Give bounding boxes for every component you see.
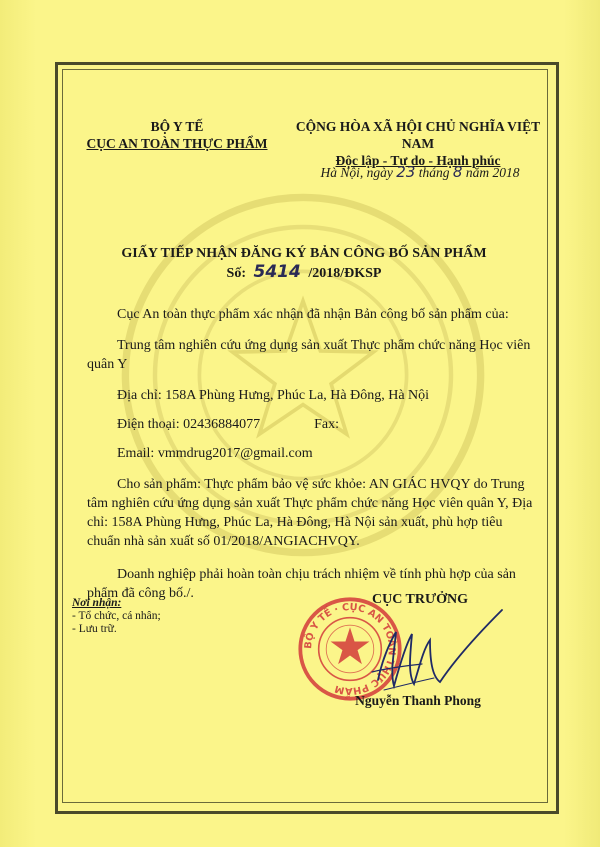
intro-paragraph: Cục An toàn thực phẩm xác nhận đã nhận Bản công bố sản phẩm của: — [117, 307, 509, 322]
registration-number — [62, 263, 546, 283]
document-body — [87, 305, 539, 603]
issuing-authority — [82, 118, 272, 152]
handwritten-signature — [360, 602, 510, 707]
signer-name: Nguyễn Thanh Phong — [355, 693, 481, 708]
date-year: năm 2018 — [465, 165, 520, 180]
date-month-handwritten: 8 — [452, 163, 463, 181]
national-motto: Độc lập - Tự do - Hạnh phúc — [335, 153, 501, 168]
number-handwritten: 5414 — [253, 262, 301, 282]
number-suffix: /2018/ĐKSP — [308, 266, 382, 281]
title-main: GIẤY TIẾP NHẬN ĐĂNG KÝ BẢN CÔNG BỐ SẢN PHẨM — [121, 246, 487, 261]
contact-line — [87, 415, 539, 434]
email-line: Email: vmmdrug2017@gmail.com — [117, 446, 313, 461]
place-date-line — [300, 163, 540, 181]
number-label: Số: — [226, 266, 246, 281]
recipient-item: - Tổ chức, cá nhân; — [72, 610, 161, 622]
recipient-item: - Lưu trữ. — [72, 623, 117, 635]
date-place: Hà Nội, ngày — [320, 165, 393, 180]
signer-title: CỤC TRƯỞNG — [371, 592, 469, 607]
recipients-block — [72, 597, 272, 636]
agency-name: CỤC AN TOÀN THỰC PHẨM — [86, 136, 268, 151]
product-paragraph: Cho sản phẩm: Thực phẩm bảo vệ sức khỏe: AN GIÁC HVQY do Trung tâm nghiên cứu ứng dụng sản xuất Thực phẩm chức năng Học viên quân Y, Địa chỉ: 158A Phùng Hưng, Phúc La, Hà Đông, Hà Nội sản xuất, phù hợp tiêu chuẩn nhà sản xuất số 01/2018/ANGIACHVQY. — [87, 477, 533, 549]
organization-name: Trung tâm nghiên cứu ứng dụng sản xuất Thực phẩm chức năng Học viên quân Y — [87, 338, 531, 372]
national-header — [292, 118, 544, 169]
ministry-name: BỘ Y TẾ — [150, 119, 204, 134]
fax-label: Fax: — [314, 417, 339, 432]
date-month-label: tháng — [418, 165, 450, 180]
svg-text:BỘ Y TẾ · CỤC AN TOÀN THỰC PHẨ: BỘ Y TẾ · CỤC AN TOÀN THỰC PHẨM — [302, 601, 398, 696]
document-title — [62, 245, 546, 283]
address-line: Địa chỉ: 158A Phùng Hưng, Phúc La, Hà Đông, Hà Nội — [117, 388, 430, 403]
country-name: CỘNG HÒA XÃ HỘI CHỦ NGHĨA VIỆT NAM — [295, 119, 541, 151]
recipients-heading: Nơi nhận: — [72, 597, 122, 609]
phone-number: Điện thoại: 02436884077 — [117, 417, 261, 432]
date-day-handwritten: 23 — [396, 163, 416, 181]
responsibility-paragraph: Doanh nghiệp phải hoàn toàn chịu trách nhiệm về tính phù hợp của sản phẩm đã công bố./. — [87, 567, 516, 601]
